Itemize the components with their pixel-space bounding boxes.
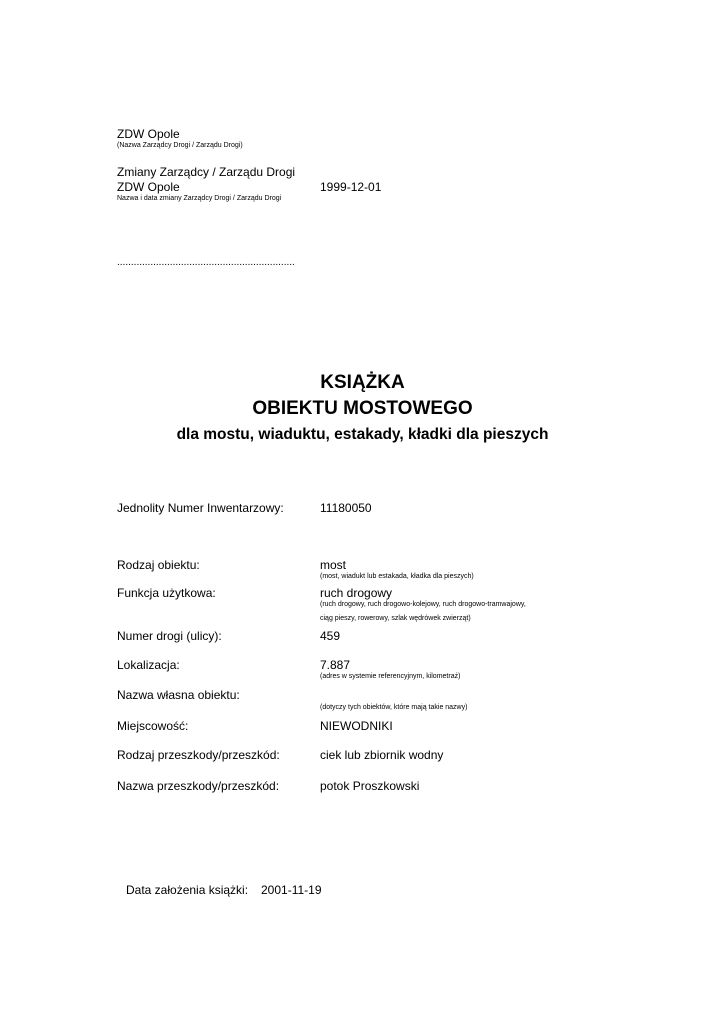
function-hint-1: (ruch drogowy, ruch drogowo-kolejowy, ruch drogowo-tramwajowy,: [320, 601, 526, 608]
jni-label: Jednolity Numer Inwentarzowy:: [117, 501, 284, 515]
changed-manager: ZDW Opole: [117, 180, 180, 194]
location-hint: (adres w systemie referencyjnym, kilometraż): [320, 673, 461, 680]
object-type-value: most: [320, 558, 347, 572]
own-name-hint: (dotyczy tych obiektów, które mają takie nazwy): [320, 704, 468, 711]
manager-name: ZDW Opole: [117, 127, 180, 141]
title-subtitle: dla mostu, wiaduktu, estakady, kładki dla pieszych: [176, 426, 549, 443]
change-date: 1999-12-01: [320, 180, 382, 194]
place-label: Miejscowość:: [117, 719, 189, 733]
road-number-value: 459: [320, 629, 341, 643]
founded-value: 2001-11-19: [261, 883, 322, 897]
place-value: NIEWODNIKI: [320, 719, 393, 733]
road-number-label: Numer drogi (ulicy):: [117, 629, 222, 643]
obstacle-name-value: potok Proszkowski: [320, 779, 420, 793]
obstacle-type-label: Rodzaj przeszkody/przeszkód:: [117, 748, 280, 762]
changes-caption: Nazwa i data zmiany Zarządcy Drogi / Zarządu Drogi: [117, 195, 282, 202]
function-hint-2: ciąg pieszy, rowerowy, szlak wędrówek zwierząt): [320, 615, 471, 622]
function-value: ruch drogowy: [320, 586, 393, 600]
manager-caption: (Nazwa Zarządcy Drogi / Zarządu Drogi): [117, 142, 243, 149]
title-line-1: KSIĄŻKA: [320, 372, 405, 393]
function-label: Funkcja użytkowa:: [117, 586, 216, 600]
dotted-line: ................................................................: [117, 257, 295, 268]
object-type-label: Rodzaj obiektu:: [117, 558, 200, 572]
location-label: Lokalizacja:: [117, 658, 180, 672]
object-type-hint: (most, wiadukt lub estakada, kładka dla pieszych): [320, 573, 474, 580]
changes-heading: Zmiany Zarządcy / Zarządu Drogi: [117, 165, 296, 179]
founded-label: Data założenia książki:: [126, 883, 249, 897]
location-value: 7.887: [320, 658, 351, 672]
own-name-label: Nazwa własna obiektu:: [117, 688, 240, 702]
obstacle-name-label: Nazwa przeszkody/przeszkód:: [117, 779, 280, 793]
title-line-2: OBIEKTU MOSTOWEGO: [252, 398, 473, 419]
jni-value: 11180050: [320, 501, 372, 515]
obstacle-type-value: ciek lub zbiornik wodny: [320, 748, 444, 762]
